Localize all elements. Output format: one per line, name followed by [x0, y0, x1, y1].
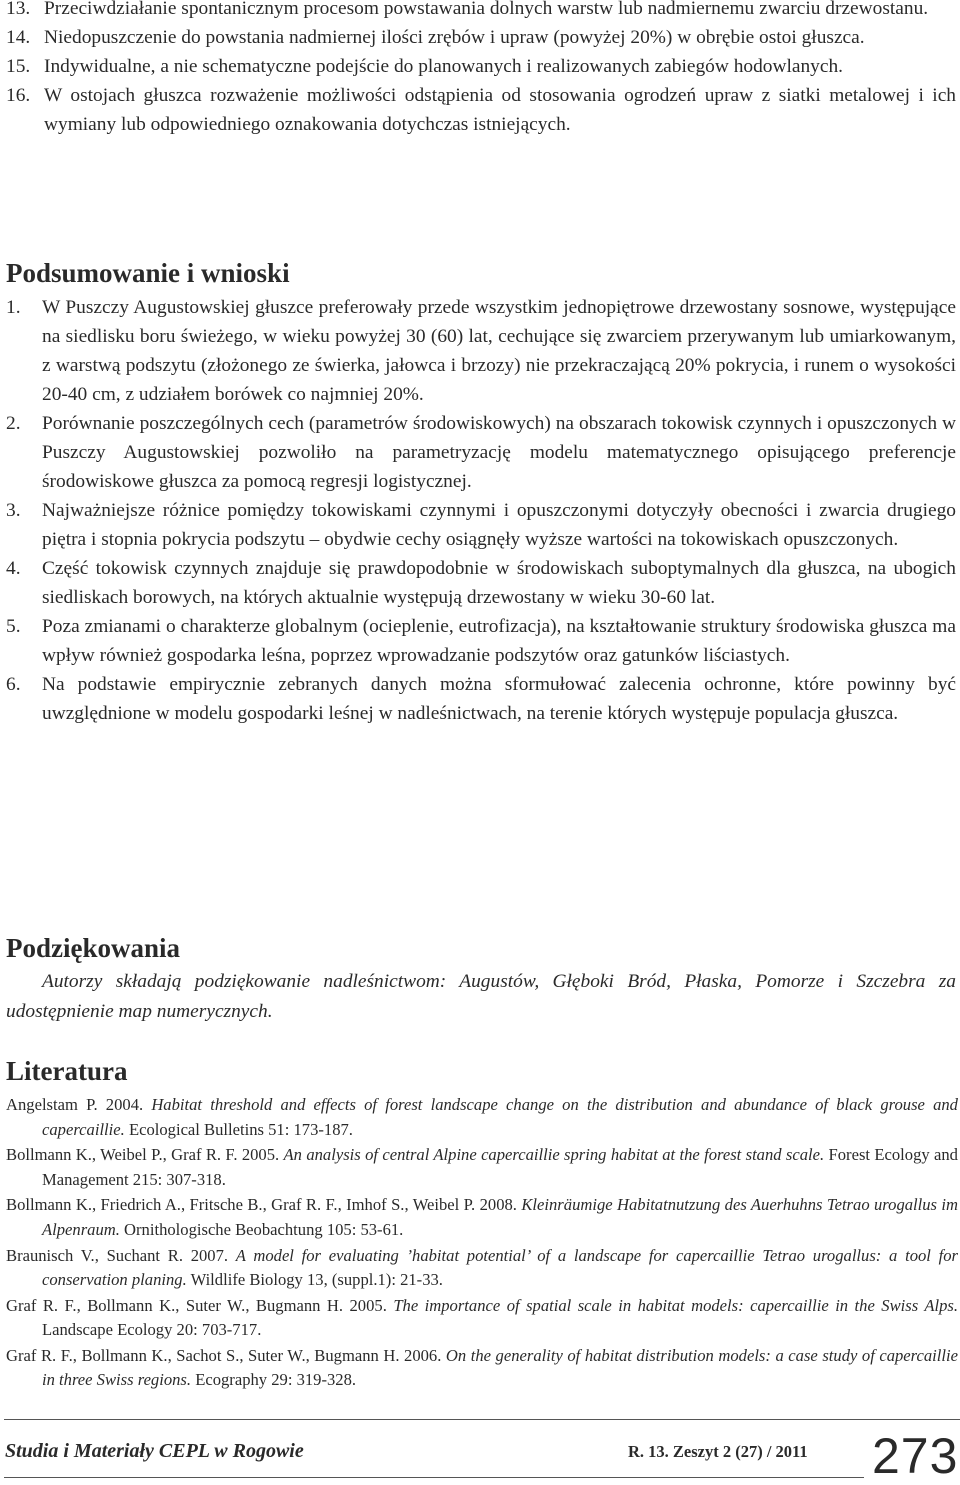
reference-list [6, 1093, 958, 1394]
item-text: Część tokowisk czynnych znajduje się prawdopodobnie w środowiskach suboptymalnych dla głuszca, na ubogich siedliskach borowych, na których aktualnie występują drzewostany w wieku 30-60 lat. [42, 558, 956, 608]
ref-authors: Graf R. F., Bollmann K., Sachot S., Suter W., Bugmann H. 2006. [6, 1345, 442, 1365]
item-text: Porównanie poszczególnych cech (parametrów środowiskowych) na obszarach tokowisk czynnych i opuszczonych w Puszczy Augustowskiej pozwoliło na parametryzację modelu matematycznego opisującego preferencje środowiskowe głuszca za pomocą regresji logistycznej. [42, 413, 956, 492]
item-number: 2. [6, 413, 21, 434]
page-number: 273 [872, 1428, 959, 1484]
item-text: Przeciwdziałanie spontanicznym procesom powstawania dolnych warstw lub nadmiernemu zwarciu drzewostanu. [44, 0, 929, 19]
footer-divider [4, 1419, 960, 1420]
ref-authors: Bollmann K., Weibel P., Graf R. F. 2005. [6, 1145, 280, 1165]
item-number: 3. [6, 500, 21, 521]
conclusions-list [6, 293, 956, 728]
journal-name: Studia i Materiały CEPL w Rogowie [5, 1440, 304, 1462]
ref-authors: Bollmann K., Friedrich A., Fritsche B., Graf R. F., Imhof S., Weibel P. 2008. [6, 1195, 517, 1215]
item-text: Na podstawie empirycznie zebranych danych można sformułować zalecenia ochronne, które powinny być uwzględnione w modelu gospodarki leśnej w nadleśnictwach, na terenie których występuje populacja głuszca. [42, 674, 956, 724]
list-item [6, 496, 956, 554]
ref-title: An analysis of central Alpine capercaillie spring habitat at the forest stand scale. [283, 1145, 825, 1165]
reference-item [6, 1344, 958, 1393]
list-item [6, 409, 956, 496]
item-number: 5. [6, 616, 21, 637]
ref-source: Wildlife Biology 13, (suppl.1): 21-33. [190, 1270, 443, 1290]
item-text: Niedopuszczenie do powstania nadmiernej ilości zrębów i upraw (powyżej 20%) w obrębie ostoi głuszca. [44, 27, 865, 48]
reference-item [6, 1244, 958, 1293]
list-item [6, 0, 956, 23]
item-text: Indywidualne, a nie schematyczne podejście do planowanych i realizowanych zabiegów hodowlanych. [44, 56, 844, 77]
ref-authors: Graf R. F., Bollmann K., Suter W., Bugmann H. 2005. [6, 1295, 387, 1315]
ref-authors: Braunisch V., Suchant R. 2007. [6, 1245, 229, 1265]
acknowledgements-heading: Podziękowania [6, 933, 181, 963]
conclusions-heading: Podsumowanie i wnioski [6, 258, 290, 288]
ref-title: The importance of spatial scale in habitat models: capercaillie in the Swiss Alps. [393, 1295, 958, 1315]
issue-info: R. 13. Zeszyt 2 (27) / 2011 [628, 1442, 808, 1461]
item-text: W ostojach głuszca rozważenie możliwości odstąpienia od stosowania ogrodzeń upraw z siatki metalowej i ich wymiany lub odpowiedniego oznakowania dotychczas istniejących. [44, 85, 956, 135]
literature-heading: Literatura [6, 1056, 128, 1086]
reference-item [6, 1294, 958, 1343]
list-item [6, 554, 956, 612]
ref-source: Forest Ecology and Management 215: 307-318. [42, 1145, 958, 1189]
ref-source: Landscape Ecology 20: 703-717. [42, 1320, 262, 1340]
item-number: 4. [6, 558, 21, 579]
item-number: 16. [6, 85, 31, 106]
item-number: 6. [6, 674, 21, 695]
item-number: 15. [6, 56, 31, 77]
item-number: 14. [6, 27, 31, 48]
list-item [6, 81, 956, 139]
reference-item [6, 1193, 958, 1242]
ref-authors: Angelstam P. 2004. [6, 1095, 144, 1114]
list-item [6, 293, 956, 409]
list-item [6, 612, 956, 670]
list-item [6, 23, 956, 52]
acknowledgements-text: Autorzy składają podziękowanie nadleśnictwom: Augustów, Głęboki Bród, Płaska, Pomorze i Szczebra za udostępnienie map numerycznych. [6, 971, 956, 1022]
item-number: 1. [6, 297, 21, 318]
ref-source: Ornithologische Beobachtung 105: 53-61. [124, 1219, 404, 1239]
footer-underline [4, 1477, 864, 1478]
item-text: Poza zmianami o charakterze globalnym (ocieplenie, eutrofizacja), na kształtowanie struktury środowiska głuszca ma wpływ również gospodarka leśna, poprzez wprowadzanie podszytów oraz gatunków liściastych. [42, 616, 956, 666]
ref-title: On the generality of habitat distribution models: a case study of capercaillie in three Swiss regions. [42, 1345, 958, 1390]
ref-source: Ecological Bulletins 51: 173-187. [128, 1119, 353, 1139]
ref-source: Ecography 29: 319-328. [195, 1370, 357, 1390]
recommendations-list [6, 0, 956, 139]
ref-title: A model for evaluating ’habitat potential’ of a landscape for capercaillie Tetrao urogallus: a tool for conservation planing. [42, 1245, 958, 1290]
item-text: Najważniejsze różnice pomiędzy tokowiskami czynnymi i opuszczonymi dotyczyły obecności i zwarcia drugiego piętra i stopnia pokrycia podszytu – obydwie cechy osiągnęły wyższe wartości na tokowiskach opuszczonych. [42, 500, 956, 550]
list-item [6, 52, 956, 81]
item-number: 13. [6, 0, 31, 19]
reference-item [6, 1093, 958, 1142]
ref-title: Kleinräumige Habitatnutzung des Auerhuhns Tetrao urogallus im Alpenraum. [42, 1195, 959, 1239]
list-item [6, 670, 956, 728]
reference-item [6, 1143, 958, 1192]
item-text: W Puszczy Augustowskiej głuszce preferowały przede wszystkim jednopiętrowe drzewostany sosnowe, występujące na siedlisku boru świeżego, w wieku powyżej 30 (60) lat, cechujące się zwarciem przerywanym lub umiarkowanym, z warstwą podszytu (złożonego ze świerka, jałowca i brzozy) nie przekraczającą 20% pokrycia, i runem o wysokości 20-40 cm, z udziałem borówek co najmniej 20%. [42, 297, 956, 405]
ref-title: Habitat threshold and effects of forest landscape change on the distribution and abundance of black grouse and capercaillie. [42, 1095, 958, 1139]
